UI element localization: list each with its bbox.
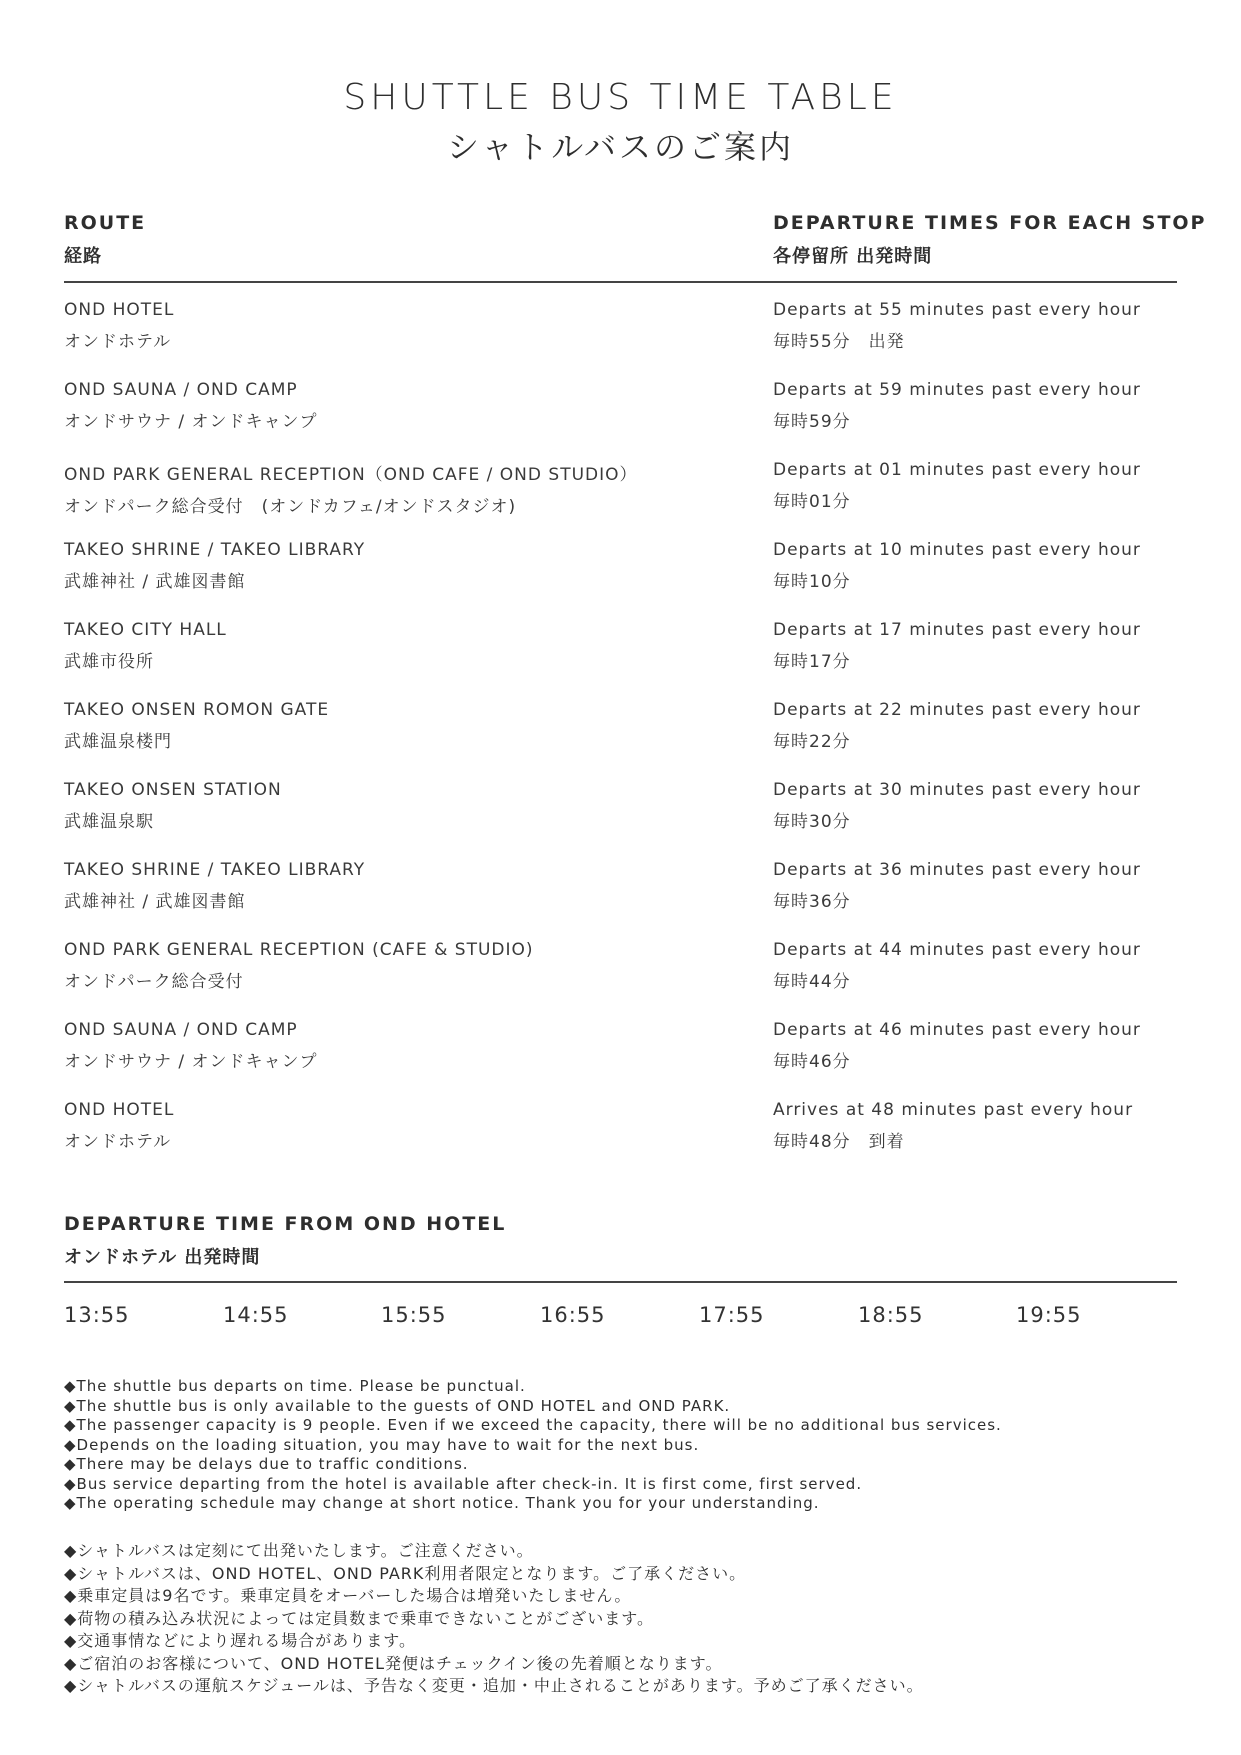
stop-time-ja: 毎時55分 出発 bbox=[773, 332, 905, 352]
stop-route-en: OND HOTEL bbox=[64, 300, 175, 320]
note-item: ◆There may be delays due to traffic conditions. bbox=[64, 1455, 469, 1473]
stop-time-ja: 毎時01分 bbox=[773, 492, 851, 512]
stop-time bbox=[773, 780, 1141, 832]
note-item: ◆The shuttle bus is only available to the guests of OND HOTEL and OND PARK. bbox=[64, 1396, 731, 1415]
route-header-ja: 経路 bbox=[64, 246, 102, 267]
note-item: ◆シャトルバスは、OND HOTEL、OND PARK利用者限定となります。ご了承ください。 bbox=[64, 1563, 747, 1583]
page-title bbox=[0, 78, 1241, 166]
stop-time bbox=[773, 540, 1141, 592]
stop-route-en: OND SAUNA / OND CAMP bbox=[64, 380, 298, 400]
stop-time-en: Arrives at 48 minutes past every hour bbox=[773, 1100, 1134, 1120]
stop-row bbox=[64, 940, 1177, 1020]
stop-route bbox=[64, 1020, 318, 1072]
note-item: ◆Bus service departing from the hotel is available after check-in. It is first come, first served. bbox=[64, 1474, 863, 1493]
stop-time-en: Departs at 01 minutes past every hour bbox=[773, 460, 1141, 480]
stop-route bbox=[64, 540, 365, 592]
notes-japanese bbox=[64, 1540, 1177, 1698]
title-japanese: シャトルバスのご案内 bbox=[446, 127, 795, 166]
stop-time-ja: 毎時59分 bbox=[773, 412, 851, 432]
stop-route-ja: オンドパーク総合受付 (オンドカフェ/オンドスタジオ) bbox=[64, 497, 517, 517]
stop-route bbox=[64, 1100, 174, 1152]
stop-time bbox=[773, 1020, 1141, 1072]
departure-section-title-en: DEPARTURE TIME FROM OND HOTEL bbox=[64, 1213, 507, 1235]
stop-time-ja: 毎時30分 bbox=[773, 812, 851, 832]
note-item: ◆The passenger capacity is 9 people. Even if we exceed the capacity, there will be no additional bus services. bbox=[64, 1416, 1002, 1434]
note-item: ◆シャトルバスは定刻にて出発いたします。ご注意ください。 bbox=[64, 1541, 534, 1560]
departure-section-title-ja: オンドホテル 出発時間 bbox=[64, 1247, 261, 1268]
stop-route bbox=[64, 940, 534, 992]
departure-time: 17:55 bbox=[699, 1303, 765, 1327]
stop-time-en: Departs at 46 minutes past every hour bbox=[773, 1020, 1141, 1040]
stop-time-en: Departs at 30 minutes past every hour bbox=[773, 780, 1141, 800]
departure-divider bbox=[64, 1281, 1177, 1283]
stop-time-en: Departs at 17 minutes past every hour bbox=[773, 620, 1141, 640]
stop-row bbox=[64, 860, 1177, 940]
stop-time-ja: 毎時46分 bbox=[773, 1052, 851, 1072]
route-column-header bbox=[64, 212, 146, 268]
stop-row bbox=[64, 700, 1177, 780]
stop-route-en: TAKEO ONSEN ROMON GATE bbox=[64, 700, 330, 720]
stop-row bbox=[64, 1100, 1177, 1180]
note-item: ◆荷物の積み込み状況によっては定員数まで乗車できないことがございます。 bbox=[64, 1608, 655, 1628]
note-item: ◆交通事情などにより遅れる場合があります。 bbox=[64, 1631, 417, 1650]
stop-route-en: TAKEO SHRINE / TAKEO LIBRARY bbox=[64, 540, 366, 560]
stop-route-en: TAKEO ONSEN STATION bbox=[64, 780, 282, 800]
stop-time-ja: 毎時48分 到着 bbox=[773, 1132, 905, 1152]
stop-route-ja: 武雄温泉駅 bbox=[64, 812, 154, 832]
note-item: ◆Depends on the loading situation, you may have to wait for the next bus. bbox=[64, 1435, 700, 1454]
stop-time-en: Departs at 59 minutes past every hour bbox=[773, 380, 1141, 400]
stop-list bbox=[64, 300, 1177, 1180]
stop-route-ja: オンドサウナ / オンドキャンプ bbox=[64, 412, 318, 432]
stop-time-ja: 毎時10分 bbox=[773, 572, 851, 592]
stop-row bbox=[64, 780, 1177, 860]
departure-time: 19:55 bbox=[1016, 1303, 1082, 1327]
stop-time-ja: 毎時22分 bbox=[773, 732, 851, 752]
stop-time-ja: 毎時17分 bbox=[773, 652, 851, 672]
note-item: ◆The operating schedule may change at short notice. Thank you for your understanding. bbox=[64, 1494, 820, 1512]
note-item: ◆乗車定員は9名です。乗車定員をオーバーした場合は増発いたしません。 bbox=[64, 1586, 632, 1605]
departure-time: 16:55 bbox=[540, 1303, 606, 1327]
stop-time bbox=[773, 860, 1141, 912]
stop-row bbox=[64, 300, 1177, 380]
stop-route bbox=[64, 700, 329, 752]
stop-time-ja: 毎時44分 bbox=[773, 972, 851, 992]
stop-time-en: Departs at 10 minutes past every hour bbox=[773, 540, 1141, 560]
stop-route-ja: 武雄市役所 bbox=[64, 652, 154, 672]
note-item: ◆シャトルバスの運航スケジュールは、予告なく変更・追加・中止されることがあります。予めご了承ください。 bbox=[64, 1676, 924, 1695]
stop-route-en: OND HOTEL bbox=[64, 1100, 175, 1120]
stop-route bbox=[64, 620, 227, 672]
stop-route-en: OND PARK GENERAL RECEPTION（OND CAFE / OND STUDIO） bbox=[64, 465, 638, 485]
stop-time bbox=[773, 700, 1141, 752]
departure-header-ja: 各停留所 出発時間 bbox=[773, 246, 933, 267]
stop-row bbox=[64, 460, 1177, 540]
stop-time-en: Departs at 55 minutes past every hour bbox=[773, 300, 1141, 320]
stop-route-ja: オンドサウナ / オンドキャンプ bbox=[64, 1052, 318, 1072]
stop-row bbox=[64, 1020, 1177, 1100]
stop-time-en: Departs at 36 minutes past every hour bbox=[773, 860, 1141, 880]
notes-english bbox=[64, 1377, 1177, 1514]
stop-route bbox=[64, 300, 174, 352]
stop-time bbox=[773, 620, 1141, 672]
stop-time-en: Departs at 22 minutes past every hour bbox=[773, 700, 1141, 720]
stop-time-en: Departs at 44 minutes past every hour bbox=[773, 940, 1141, 960]
stop-time-ja: 毎時36分 bbox=[773, 892, 851, 912]
header-divider bbox=[64, 281, 1177, 283]
stop-route-en: OND SAUNA / OND CAMP bbox=[64, 1020, 298, 1040]
stop-route-ja: オンドホテル bbox=[64, 1132, 172, 1152]
stop-route-ja: オンドホテル bbox=[64, 332, 172, 352]
stop-time bbox=[773, 1100, 1133, 1152]
stop-time bbox=[773, 460, 1141, 512]
route-header-en: ROUTE bbox=[64, 212, 147, 234]
stop-route bbox=[64, 380, 318, 432]
departure-header-en: DEPARTURE TIMES FOR EACH STOP bbox=[773, 212, 1207, 234]
stop-row bbox=[64, 620, 1177, 700]
stop-route-en: TAKEO CITY HALL bbox=[64, 620, 227, 640]
stop-time bbox=[773, 380, 1141, 432]
departure-column-header bbox=[773, 212, 1206, 268]
departure-time: 18:55 bbox=[858, 1303, 924, 1327]
note-item: ◆ご宿泊のお客様について、OND HOTEL発便はチェックイン後の先着順となります。 bbox=[64, 1653, 723, 1673]
stop-route-ja: 武雄温泉楼門 bbox=[64, 732, 172, 752]
departure-time: 13:55 bbox=[64, 1303, 130, 1327]
departure-time: 15:55 bbox=[381, 1303, 447, 1327]
stop-route bbox=[64, 780, 282, 832]
stop-route-en: OND PARK GENERAL RECEPTION (CAFE & STUDIO) bbox=[64, 940, 534, 960]
stop-route-ja: オンドパーク総合受付 bbox=[64, 972, 244, 992]
stop-route bbox=[64, 860, 365, 912]
title-english: SHUTTLE BUS TIME TABLE bbox=[343, 77, 898, 118]
stop-route-en: TAKEO SHRINE / TAKEO LIBRARY bbox=[64, 860, 366, 880]
stop-row bbox=[64, 540, 1177, 620]
note-item: ◆The shuttle bus departs on time. Please be punctual. bbox=[64, 1377, 526, 1395]
stop-row bbox=[64, 380, 1177, 460]
departure-time: 14:55 bbox=[223, 1303, 289, 1327]
stop-route bbox=[64, 460, 638, 517]
stop-time bbox=[773, 940, 1141, 992]
stop-route-ja: 武雄神社 / 武雄図書館 bbox=[64, 572, 246, 592]
stop-route-ja: 武雄神社 / 武雄図書館 bbox=[64, 892, 246, 912]
stop-time bbox=[773, 300, 1141, 352]
departure-section-header bbox=[64, 1213, 506, 1269]
